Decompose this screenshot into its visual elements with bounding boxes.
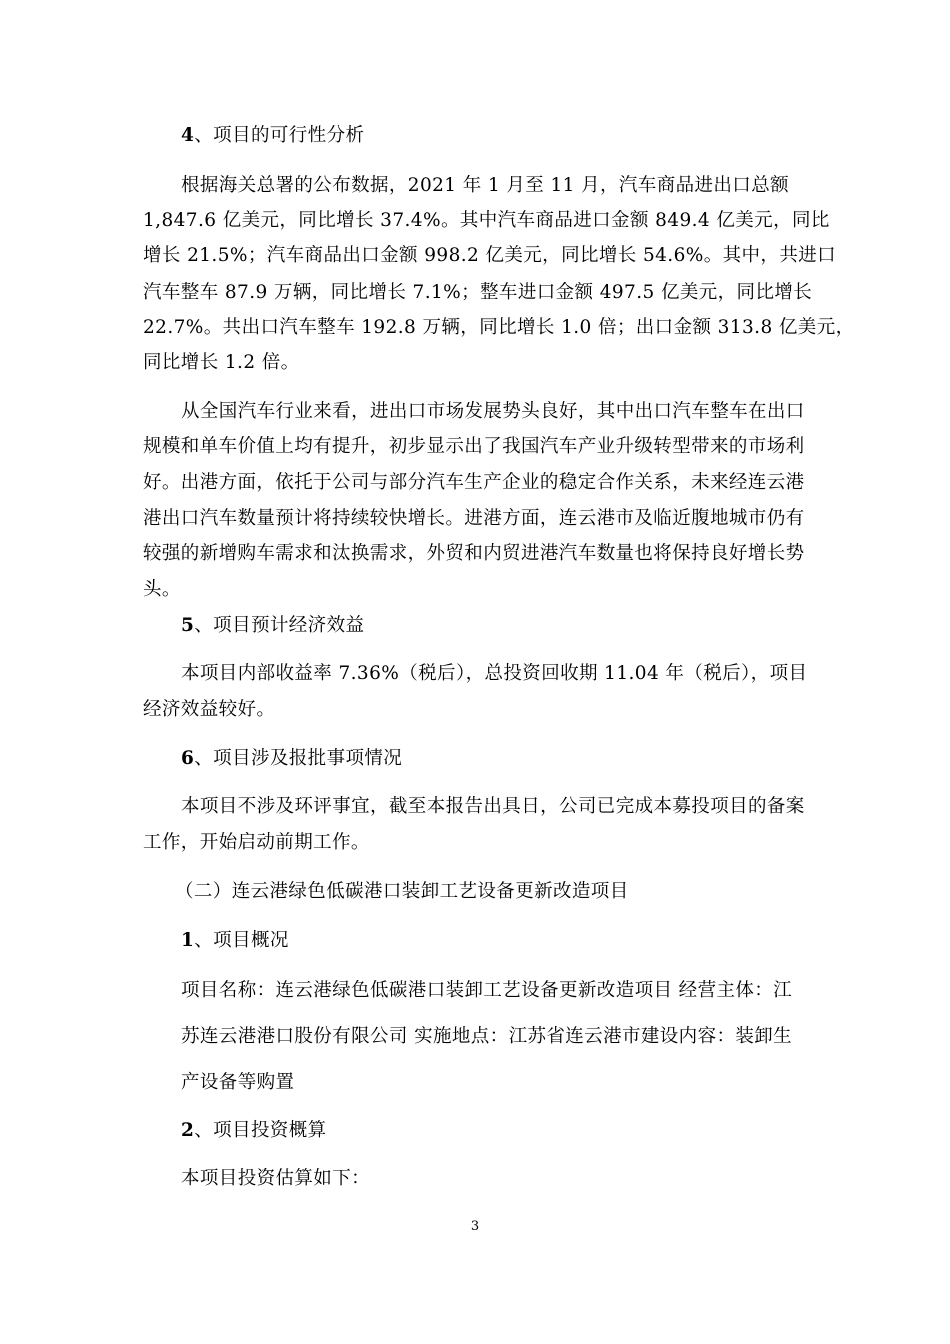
section-2-heading <box>181 1119 327 1143</box>
section-1-heading <box>181 929 289 953</box>
section-4-para1-line-1: 根据海关总署的公布数据，2021 年 1 月至 11 月，汽车商品进出口总额 <box>181 175 789 196</box>
section-4-para2-line-2: 规模和单车价值上均有提升，初步显示出了我国汽车产业升级转型带来的市场利 <box>143 436 805 457</box>
section-4-para1-line-5: 22.7%。共出口汽车整车 192.8 万辆，同比增长 1.0 倍；出口金额 313.8 亿美元， <box>143 317 855 338</box>
section-1-para-line-3: 产设备等购置 <box>181 1072 295 1093</box>
section-4-para2-line-4: 港出口汽车数量预计将持续较快增长。进港方面，连云港市及临近腹地城市仍有 <box>143 508 805 529</box>
section-5-para-line-2: 经济效益较好。 <box>143 699 276 720</box>
section-2-para-line-1: 本项目投资估算如下： <box>181 1168 371 1189</box>
section-4-para1-line-6: 同比增长 1.2 倍。 <box>143 352 300 373</box>
section-4-para2-line-5: 较强的新增购车需求和汰换需求，外贸和内贸进港汽车数量也将保持良好增长势 <box>143 543 805 564</box>
section-4-number: 4 <box>181 125 195 146</box>
section-1-para-line-1: 项目名称：连云港绿色低碳港口装卸工艺设备更新改造项目 经营主体：江 <box>181 980 793 1001</box>
section-1-title: 、项目概况 <box>194 930 289 951</box>
section-4-title: 、项目的可行性分析 <box>194 125 365 146</box>
section-4-para1-line-4: 汽车整车 87.9 万辆，同比增长 7.1%；整车进口金额 497.5 亿美元，同比增长 <box>143 282 813 303</box>
section-6-heading <box>181 747 402 771</box>
subproject-title: （二）连云港绿色低碳港口装卸工艺设备更新改造项目 <box>175 881 629 902</box>
section-5-title: 、项目预计经济效益 <box>194 615 365 636</box>
section-5-heading <box>181 614 364 638</box>
section-4-para2-line-6: 头。 <box>143 579 181 600</box>
section-2-title: 、项目投资概算 <box>194 1120 327 1141</box>
section-6-title: 、项目涉及报批事项情况 <box>194 748 403 769</box>
section-6-para-line-2: 工作，开始启动前期工作。 <box>143 832 370 853</box>
section-5-para-line-1: 本项目内部收益率 7.36%（税后），总投资回收期 11.04 年（税后），项目 <box>181 663 808 684</box>
section-4-para2-line-3: 好。出港方面，依托于公司与部分汽车生产企业的稳定合作关系，未来经连云港 <box>143 472 805 493</box>
section-4-para1-line-3: 增长 21.5%；汽车商品出口金额 998.2 亿美元，同比增长 54.6%。其中，共进口 <box>143 245 837 266</box>
section-6-para-line-1: 本项目不涉及环评事宜，截至本报告出具日，公司已完成本募投项目的备案 <box>181 796 805 817</box>
section-1-para-line-2: 苏连云港港口股份有限公司 实施地点：江苏省连云港市建设内容：装卸生 <box>181 1026 793 1047</box>
section-5-number: 5 <box>181 615 195 636</box>
section-1-number: 1 <box>181 930 195 951</box>
section-4-heading <box>181 124 364 148</box>
section-6-number: 6 <box>181 748 195 769</box>
section-2-number: 2 <box>181 1120 195 1141</box>
section-4-para1-line-2: 1,847.6 亿美元，同比增长 37.4%。其中汽车商品进口金额 849.4 亿美元，同比 <box>143 210 830 231</box>
section-4-para2-line-1: 从全国汽车行业来看，进出口市场发展势头良好，其中出口汽车整车在出口 <box>181 401 805 422</box>
page-number: 3 <box>470 1219 480 1234</box>
